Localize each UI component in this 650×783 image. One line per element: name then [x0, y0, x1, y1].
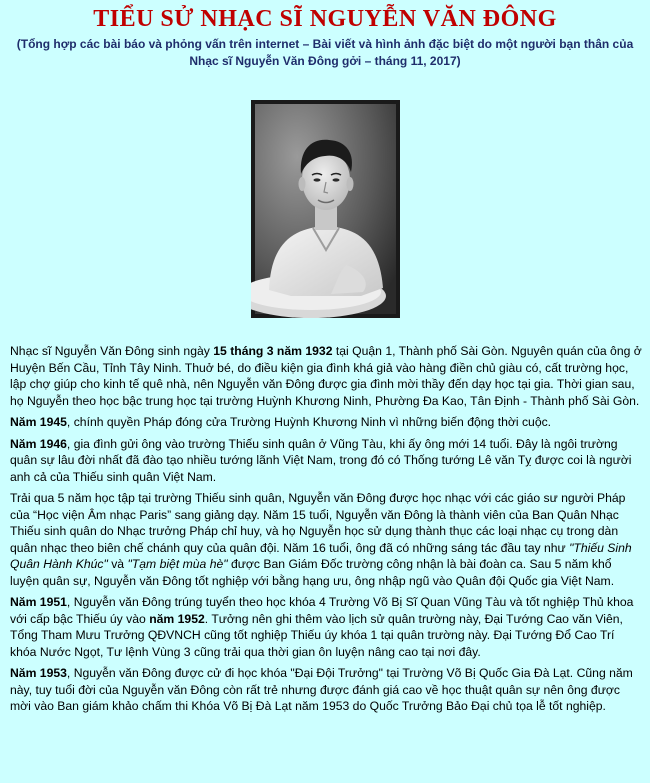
- paragraph-music-training: [10, 490, 642, 589]
- year-label: Năm 1953: [10, 666, 67, 680]
- birth-date: 15 tháng 3 năm 1932: [213, 344, 333, 358]
- portrait-photo: [251, 100, 400, 318]
- paragraph-text: . Tưởng nên ghi thêm vào lịch sử quân trường này, Đại Tướng Cao văn Viên, Tổng Tham Mưu Trưởng QĐVNCH cũng tốt nghiệp Thiếu úy khóa 1 tại quân trường này. Đại Tướng Đổ Cao Trí khóa Nước Ngọt, Tư lệnh Vùng 3 cũng trải qua thời gian ôn luyện nâng cao tại nơi đây.: [10, 611, 623, 659]
- paragraph-text: Trải qua 5 năm học tập tại trường Thiếu sinh quân, Nguyễn văn Đông được học nhạc với các giáo sư người Pháp của “Học viện Âm nhạc Paris” sang giảng dạy. Năm 15 tuổi, Nguyễn văn Đông là thành viên của Ban Quân Nhạc Thiếu sinh quân do Nhạc trưởng Pháp chỉ huy, và họ Nguyễn học sử dụng thành thục các loại nhạc cụ trong dàn quân nhạc theo biên chế chánh quy của quân đội. Năm 16 tuổi, ông đã có những sáng tác đầu tay như: [10, 491, 626, 555]
- subtitle-line-2: Nhạc sĩ Nguyễn Văn Đông gởi – tháng 11, 2017): [189, 54, 461, 68]
- paragraph-text: tại Quận 1, Thành phố Sài Gòn. Nguyên quán của ông ở Huyện Bến Cầu, Tỉnh Tây Ninh. Thuở bé, do điều kiện gia đình khá giả vào hàng điền chủ giàu có, cất trường học, lập chợ giúp cho kinh tế quê nhà, nên Nguyễn văn Đông được gia đình mời thầy đến dạy học tại gia. Thời gian sau, họ Nguyễn theo học bậc trung học tại trường Huỳnh Khương Ninh, Phường Đa Kao, Tân Định - Thành phố Sài Gòn.: [10, 344, 642, 408]
- year-label: năm 1952: [149, 611, 205, 626]
- page-title: TIỂU SỬ NHẠC SĨ NGUYỄN VĂN ĐÔNG: [93, 6, 557, 32]
- paragraph-text: và: [107, 557, 128, 571]
- paragraph-1951: [10, 594, 642, 660]
- paragraph-1945: [10, 414, 642, 431]
- paragraph-text: , chính quyền Pháp đóng cửa Trường Huỳnh Khương Ninh vì những biến động thời cuộc.: [66, 415, 552, 429]
- year-label: Năm 1946: [10, 436, 67, 451]
- song-title: "Thiếu Sinh Quân Hành Khúc": [10, 540, 632, 571]
- portrait-photo-icon: [251, 100, 400, 318]
- paragraph-birth: [10, 343, 642, 409]
- year-label: Năm 1945: [10, 415, 67, 429]
- paragraph-1953: [10, 665, 642, 715]
- subtitle-line-1: (Tổng hợp các bài báo và phỏng vấn trên internet – Bài viết và hình ảnh đặc biệt do một người bạn thân của: [16, 37, 634, 51]
- paragraph-text: , gia đình gửi ông vào trường Thiếu sinh quân ở Vũng Tàu, khi ấy ông mới 14 tuổi. Đây là ngôi trường quân sự lâu đời nhất đã đào tạo nhiều tướng lãnh Việt Nam, trong đó có Thống tướng Lê văn Tỵ được coi là người anh cả của Thiếu sinh quân Việt Nam.: [10, 436, 632, 484]
- paragraph-text: , Nguyễn văn Đông trúng tuyển theo học khóa 4 Trường Võ Bị Sĩ Quan Vũng Tàu và tốt nghiệp Thủ khoa với cấp bậc Thiếu úy vào: [10, 595, 634, 626]
- biography-body: [10, 343, 642, 720]
- year-label: Năm 1951: [10, 595, 67, 609]
- page-subtitle: [6, 36, 644, 70]
- paragraph-1946: [10, 436, 642, 486]
- paragraph-text: Nhạc sĩ Nguyễn Văn Đông sinh ngày: [10, 344, 214, 358]
- song-title: "Tạm biệt mùa hè": [127, 557, 228, 571]
- paragraph-text: được Ban Giám Đốc trường công nhận là bài đoàn ca. Sau 5 năm khổ luyện quân sự, Nguyễn văn Đông tốt nghiệp với bằng hạng ưu, ông nhập ngũ vào Quân đội Quốc gia Việt Nam.: [10, 557, 615, 588]
- paragraph-text: , Nguyễn văn Đông được cử đi học khóa "Đại Đội Trưởng" tại Trường Võ Bị Quốc Gia Đà Lạt. Cũng năm này, tuy tuổi đời của Nguyễn văn Đông còn rất trẻ nhưng được đánh giá cao về học thuật quân sự nên ông được mời vào Ban giám khảo chấm thi Khóa Võ Bị Đà Lạt năm 1953 do Quốc Trưởng Bảo Đại chủ tọa lễ tốt nghiệp.: [10, 666, 633, 713]
